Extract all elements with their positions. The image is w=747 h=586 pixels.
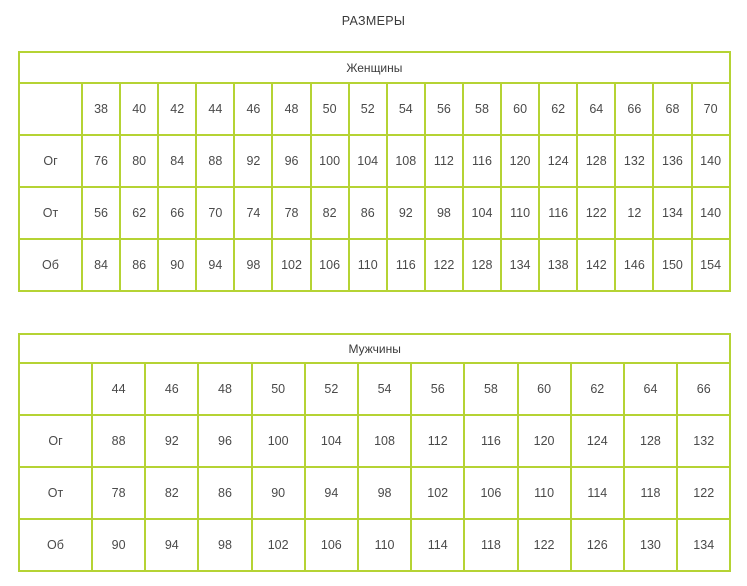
women-value-cell: 122: [425, 239, 463, 291]
men-value-cell: 114: [571, 467, 624, 519]
women-size-cell: 50: [311, 83, 349, 135]
women-size-cell: 62: [539, 83, 577, 135]
women-value-cell: 98: [425, 187, 463, 239]
men-size-cell: 52: [305, 363, 358, 415]
men-row-label: Об: [19, 519, 92, 571]
women-value-cell: 76: [82, 135, 120, 187]
women-header-corner: [19, 83, 82, 135]
men-value-cell: 98: [358, 467, 411, 519]
page-title: РАЗМЕРЫ: [341, 14, 406, 28]
men-measure-row: [19, 519, 730, 571]
men-size-cell: 60: [518, 363, 571, 415]
women-measure-row: [19, 239, 730, 291]
women-measure-row: [19, 135, 730, 187]
women-value-cell: 150: [653, 239, 691, 291]
men-size-cell: 50: [252, 363, 305, 415]
women-value-cell: 116: [463, 135, 501, 187]
women-value-cell: 112: [425, 135, 463, 187]
women-size-cell: 70: [692, 83, 730, 135]
men-size-cell: 54: [358, 363, 411, 415]
men-value-cell: 112: [411, 415, 464, 467]
men-size-cell: 64: [624, 363, 677, 415]
men-value-cell: 88: [92, 415, 145, 467]
women-value-cell: 104: [463, 187, 501, 239]
men-size-cell: 58: [464, 363, 517, 415]
men-size-cell: 48: [198, 363, 251, 415]
women-value-cell: 138: [539, 239, 577, 291]
women-size-cell: 44: [196, 83, 234, 135]
women-value-cell: 62: [120, 187, 158, 239]
women-size-cell: 38: [82, 83, 120, 135]
men-row-label: Ог: [19, 415, 92, 467]
men-value-cell: 126: [571, 519, 624, 571]
women-value-cell: 94: [196, 239, 234, 291]
men-value-cell: 122: [518, 519, 571, 571]
women-value-cell: 134: [501, 239, 539, 291]
men-value-cell: 132: [677, 415, 730, 467]
women-value-cell: 12: [615, 187, 653, 239]
men-header-corner: [19, 363, 92, 415]
women-value-cell: 98: [234, 239, 272, 291]
men-value-cell: 134: [677, 519, 730, 571]
men-row-label: От: [19, 467, 92, 519]
women-value-cell: 122: [577, 187, 615, 239]
women-size-cell: 52: [349, 83, 387, 135]
men-value-cell: 116: [464, 415, 517, 467]
men-value-cell: 118: [624, 467, 677, 519]
men-value-cell: 96: [198, 415, 251, 467]
women-value-cell: 80: [120, 135, 158, 187]
women-value-cell: 66: [158, 187, 196, 239]
women-value-cell: 106: [311, 239, 349, 291]
women-row-label: Об: [19, 239, 82, 291]
men-value-cell: 86: [198, 467, 251, 519]
women-value-cell: 146: [615, 239, 653, 291]
women-value-cell: 110: [501, 187, 539, 239]
women-value-cell: 124: [539, 135, 577, 187]
women-table-caption: Женщины: [19, 52, 730, 83]
women-value-cell: 132: [615, 135, 653, 187]
men-size-cell: 66: [677, 363, 730, 415]
men-size-cell: 46: [145, 363, 198, 415]
women-value-cell: 120: [501, 135, 539, 187]
men-value-cell: 100: [252, 415, 305, 467]
women-value-cell: 116: [539, 187, 577, 239]
women-value-cell: 110: [349, 239, 387, 291]
women-value-cell: 92: [234, 135, 272, 187]
women-size-cell: 42: [158, 83, 196, 135]
women-sizes-row: [19, 83, 730, 135]
women-size-cell: 66: [615, 83, 653, 135]
women-value-cell: 70: [196, 187, 234, 239]
men-value-cell: 130: [624, 519, 677, 571]
men-value-cell: 110: [518, 467, 571, 519]
women-size-cell: 54: [387, 83, 425, 135]
men-value-cell: 106: [305, 519, 358, 571]
men-value-cell: 114: [411, 519, 464, 571]
men-value-cell: 102: [411, 467, 464, 519]
men-value-cell: 122: [677, 467, 730, 519]
women-value-cell: 116: [387, 239, 425, 291]
women-value-cell: 56: [82, 187, 120, 239]
women-measure-row: [19, 187, 730, 239]
women-value-cell: 82: [311, 187, 349, 239]
men-value-cell: 108: [358, 415, 411, 467]
women-row-label: Ог: [19, 135, 82, 187]
women-value-cell: 96: [272, 135, 310, 187]
women-value-cell: 102: [272, 239, 310, 291]
women-value-cell: 154: [692, 239, 730, 291]
women-size-cell: 58: [463, 83, 501, 135]
women-value-cell: 100: [311, 135, 349, 187]
men-value-cell: 102: [252, 519, 305, 571]
women-value-cell: 136: [653, 135, 691, 187]
women-value-cell: 74: [234, 187, 272, 239]
women-value-cell: 104: [349, 135, 387, 187]
women-value-cell: 78: [272, 187, 310, 239]
women-value-cell: 128: [577, 135, 615, 187]
women-value-cell: 88: [196, 135, 234, 187]
men-value-cell: 104: [305, 415, 358, 467]
men-size-cell: 62: [571, 363, 624, 415]
men-value-cell: 94: [145, 519, 198, 571]
men-value-cell: 98: [198, 519, 251, 571]
women-size-table: [18, 51, 731, 292]
men-value-cell: 110: [358, 519, 411, 571]
men-value-cell: 106: [464, 467, 517, 519]
women-size-cell: 56: [425, 83, 463, 135]
women-value-cell: 84: [82, 239, 120, 291]
women-value-cell: 140: [692, 187, 730, 239]
men-value-cell: 90: [252, 467, 305, 519]
men-size-cell: 44: [92, 363, 145, 415]
men-value-cell: 128: [624, 415, 677, 467]
men-caption-row: [19, 334, 730, 363]
women-caption-row: [19, 52, 730, 83]
men-size-cell: 56: [411, 363, 464, 415]
men-value-cell: 120: [518, 415, 571, 467]
men-measure-row: [19, 415, 730, 467]
women-size-cell: 48: [272, 83, 310, 135]
men-table-caption: Мужчины: [19, 334, 730, 363]
women-value-cell: 128: [463, 239, 501, 291]
women-row-label: От: [19, 187, 82, 239]
men-sizes-row: [19, 363, 730, 415]
women-size-cell: 64: [577, 83, 615, 135]
men-value-cell: 92: [145, 415, 198, 467]
women-size-cell: 68: [653, 83, 691, 135]
women-value-cell: 142: [577, 239, 615, 291]
women-value-cell: 86: [120, 239, 158, 291]
men-value-cell: 118: [464, 519, 517, 571]
men-value-cell: 94: [305, 467, 358, 519]
women-value-cell: 92: [387, 187, 425, 239]
women-value-cell: 108: [387, 135, 425, 187]
men-size-table: [18, 333, 731, 572]
women-size-cell: 46: [234, 83, 272, 135]
women-size-cell: 60: [501, 83, 539, 135]
men-value-cell: 124: [571, 415, 624, 467]
men-value-cell: 90: [92, 519, 145, 571]
men-measure-row: [19, 467, 730, 519]
women-value-cell: 134: [653, 187, 691, 239]
women-value-cell: 86: [349, 187, 387, 239]
women-value-cell: 84: [158, 135, 196, 187]
men-value-cell: 82: [145, 467, 198, 519]
men-value-cell: 78: [92, 467, 145, 519]
women-size-cell: 40: [120, 83, 158, 135]
women-value-cell: 140: [692, 135, 730, 187]
women-value-cell: 90: [158, 239, 196, 291]
